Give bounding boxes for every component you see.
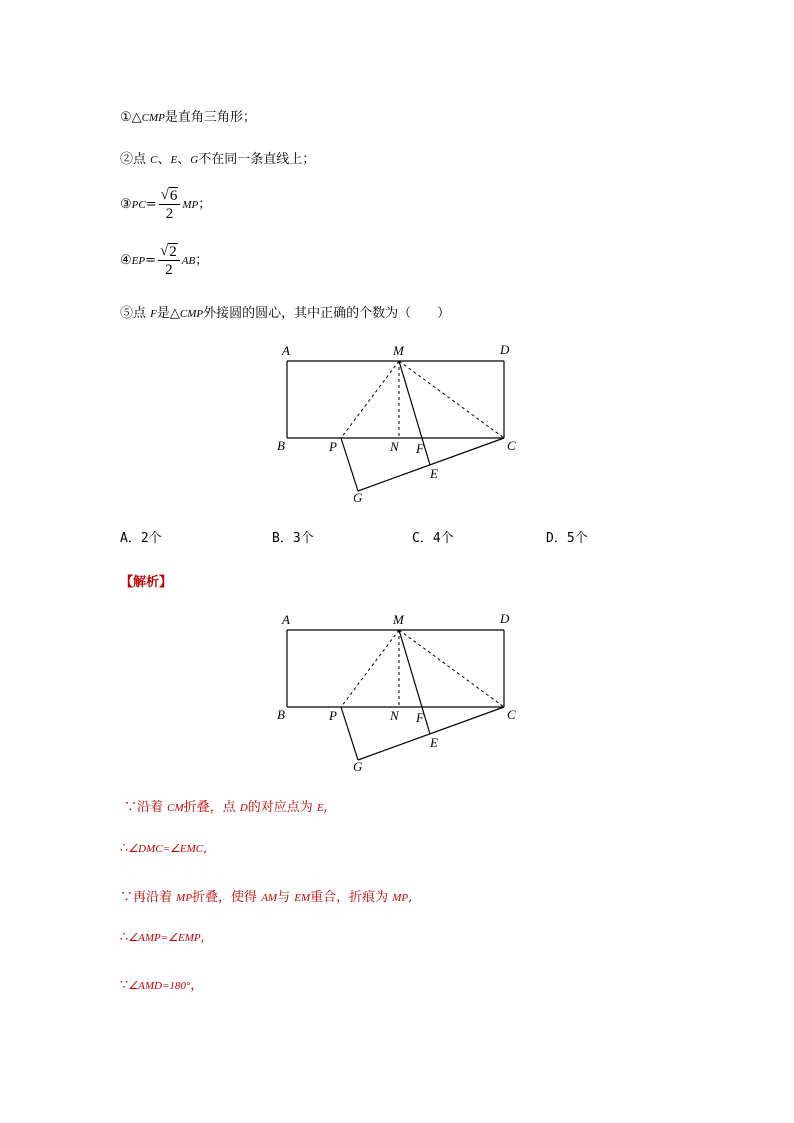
label-B: B	[277, 707, 285, 722]
var: C	[150, 154, 158, 166]
analysis-step-1	[124, 796, 328, 815]
segment-MF	[399, 361, 430, 465]
analysis-heading: 【解析】	[120, 575, 173, 590]
label-D: D	[500, 342, 510, 357]
statement-number: ①	[120, 110, 132, 125]
label-M: M	[393, 343, 404, 358]
step-text: 折叠，点	[183, 800, 240, 815]
equals: =	[145, 197, 157, 212]
var: G	[190, 154, 199, 166]
step-text: 再沿着	[133, 890, 177, 905]
segment-MP	[341, 630, 399, 707]
radicand: 6	[169, 188, 178, 204]
segment-GC	[358, 438, 504, 491]
var: CM	[167, 802, 184, 814]
step-text: 沿着	[137, 800, 168, 815]
sqrt: √ 6	[160, 187, 178, 204]
separator: 、	[177, 152, 191, 167]
analysis-figure	[270, 607, 530, 777]
step-text: 折叠，使得	[192, 890, 262, 905]
statement-text: 点	[133, 306, 151, 321]
statement-end: ；	[195, 253, 209, 268]
segment-PG	[341, 707, 358, 760]
segment-MC	[399, 361, 504, 438]
statement-number: ③	[120, 197, 132, 212]
statement-3	[120, 186, 211, 223]
step-text: 的对应点为	[247, 800, 317, 815]
step-text: ,	[200, 930, 205, 945]
statement-text: 不在同一条直线上；	[198, 152, 316, 167]
statement-2	[120, 148, 315, 167]
label-F: F	[416, 710, 424, 725]
segment-GC	[358, 707, 504, 760]
analysis-step-4	[120, 930, 205, 945]
label-F: F	[416, 441, 424, 456]
label-C: C	[507, 707, 516, 722]
var: MP	[392, 892, 409, 904]
label-P: P	[329, 439, 337, 454]
step-text: 与	[277, 890, 295, 905]
expression: ∠AMD=180°	[128, 980, 191, 992]
sqrt: √ 2	[160, 243, 177, 260]
statement-1	[120, 106, 256, 125]
step-text: 重合，折痕为	[310, 890, 393, 905]
statement-5	[120, 302, 450, 321]
geometry-figure	[270, 338, 530, 508]
label-G: G	[353, 490, 363, 505]
fraction	[159, 186, 181, 223]
equals: =	[145, 253, 157, 268]
denominator: 2	[165, 206, 174, 222]
therefore-symbol: ∴	[120, 930, 129, 945]
therefore-symbol: ∴	[120, 841, 129, 856]
label-N: N	[390, 439, 399, 454]
choice-b[interactable]: B．3个	[272, 531, 314, 546]
choice-a[interactable]: A．2个	[120, 531, 162, 546]
step-text: ，	[190, 978, 204, 993]
statement-text: 是直角三角形；	[164, 110, 256, 125]
var: CMP	[141, 112, 165, 124]
analysis-step-3	[120, 886, 412, 905]
step-text: ,	[408, 890, 413, 905]
label-P: P	[329, 708, 337, 723]
because-symbol: ∵	[120, 890, 134, 905]
expression: ∠AMP=∠EMP	[128, 932, 201, 944]
statement-text: 外接圆的圆心，其中正确的个数为（ ）	[203, 306, 451, 321]
denominator: 2	[165, 262, 173, 278]
label-D: D	[500, 611, 510, 626]
analysis-step-5	[120, 974, 203, 993]
label-M: M	[393, 612, 404, 627]
statement-number: ⑤	[120, 306, 134, 321]
label-E: E	[430, 466, 438, 481]
segment-MF	[399, 630, 430, 734]
because-symbol: ∵	[124, 800, 138, 815]
var: PC	[131, 199, 146, 211]
separator: 、	[157, 152, 171, 167]
statement-text: 是△	[156, 306, 180, 321]
label-G: G	[353, 759, 363, 774]
var: EM	[294, 892, 311, 904]
var: D	[239, 802, 248, 814]
segment-PG	[341, 438, 358, 491]
var: F	[150, 308, 157, 320]
statement-number: ②	[120, 152, 134, 167]
label-A: A	[282, 343, 290, 358]
label-N: N	[390, 708, 399, 723]
statement-4	[120, 242, 208, 279]
var: E	[316, 802, 324, 814]
statement-number: ④	[120, 253, 132, 268]
step-text: ,	[323, 800, 328, 815]
segment-MC	[399, 630, 504, 707]
label-E: E	[430, 735, 438, 750]
segment-MP	[341, 361, 399, 438]
fraction	[158, 242, 180, 279]
label-B: B	[277, 438, 285, 453]
statement-text: 点	[133, 152, 151, 167]
because-symbol: ∵	[120, 978, 129, 993]
expression: ∠DMC=∠EMC	[128, 843, 204, 855]
var: MP	[182, 199, 199, 211]
radicand: 2	[169, 244, 177, 260]
var: E	[170, 154, 178, 166]
triangle-symbol: △	[131, 110, 142, 125]
var: AM	[261, 892, 278, 904]
choice-c[interactable]: C．4个	[412, 531, 454, 546]
var: EP	[131, 255, 146, 267]
label-C: C	[507, 438, 516, 453]
statement-end: ；	[198, 197, 212, 212]
var: MP	[176, 892, 193, 904]
var: CMP	[179, 308, 204, 320]
var: AB	[181, 255, 196, 267]
step-text: ,	[203, 841, 208, 856]
analysis-step-2	[120, 841, 207, 856]
choice-d[interactable]: D．5个	[546, 531, 588, 546]
label-A: A	[282, 612, 290, 627]
